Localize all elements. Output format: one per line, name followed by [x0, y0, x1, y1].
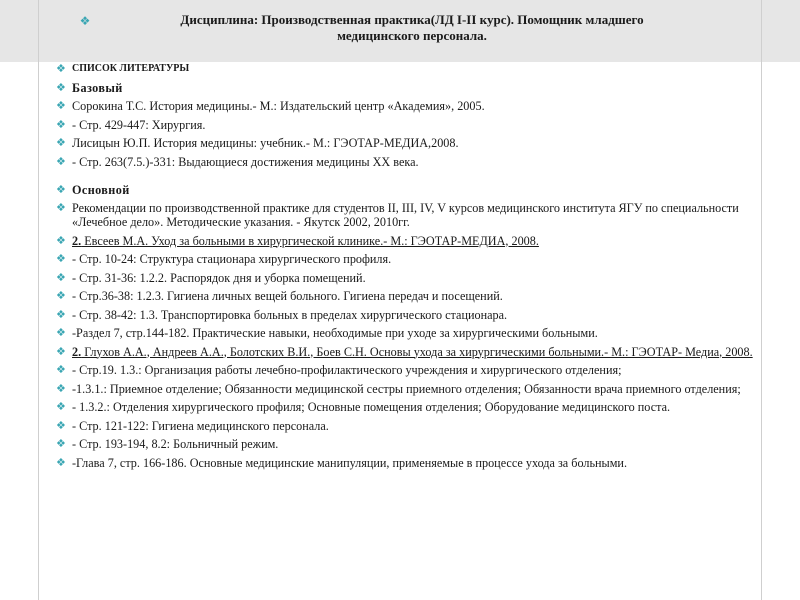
list-item: ❖ -Раздел 7, стр.144-182. Практические навыки, необходимые при уходе за хирургическими больными.: [56, 326, 598, 340]
main-label: ❖ Основной: [56, 182, 130, 197]
bullet-icon: ❖: [56, 62, 66, 75]
bullet-icon: ❖: [56, 455, 66, 469]
bullet-icon: ❖: [56, 154, 66, 168]
bullet-icon: ❖: [56, 136, 66, 149]
list-item: ❖ - Стр. 31-36: 1.2.2. Распорядок дня и уборка помещений.: [56, 270, 366, 285]
bullet-icon: ❖: [56, 400, 66, 413]
list-item: ❖ - Стр. 263(7.5.)-331: Выдающиеся достижения медицины XX века.: [56, 154, 419, 169]
bullet-icon: ❖: [56, 252, 66, 265]
bullet-icon: ❖: [56, 117, 66, 131]
list-item: ❖ - Стр. 429-447: Хирургия.: [56, 117, 206, 132]
bullet-icon: ❖: [56, 418, 66, 432]
book-title: ❖ 2. Евсеев М.А. Уход за больными в хирургической клинике.- М.: ГЭОТАР-МЕДИА, 2008.: [56, 233, 539, 248]
list-item: ❖ - 1.3.2.: Отделения хирургического профиля; Основные помещения отделения; Оборудование медицинского поста.: [56, 400, 671, 414]
list-item: ❖ - Стр. 10-24: Структура стационара хирургического профиля.: [56, 252, 392, 266]
basic-label: ❖ Базовый: [56, 80, 123, 95]
list-item: ❖ - Стр. 38-42: 1.3. Транспортировка больных в пределах хирургического стационара.: [56, 307, 508, 322]
list-item: ❖ -Глава 7, стр. 166-186. Основные медицинские манипуляции, применяемые в процессе ухода за больными.: [56, 455, 628, 470]
bullet-icon: ❖: [56, 326, 66, 339]
bullet-icon: ❖: [56, 363, 66, 376]
title-line-1: Дисциплина: Производственная практика(ЛД I-II курс). Помощник младшего: [180, 12, 644, 27]
bullet-icon: ❖: [56, 99, 66, 112]
frame-right-line: [761, 0, 762, 600]
bullet-icon: ❖: [56, 270, 66, 284]
frame-left-line: [38, 0, 39, 600]
title-line-2: медицинского персонала.: [337, 28, 487, 43]
bullet-icon: ❖: [79, 14, 91, 28]
bullet-icon: ❖: [56, 201, 66, 214]
list-item: ❖ - Стр. 193-194, 8.2: Больничный режим.: [56, 437, 279, 451]
bullet-icon: ❖: [56, 344, 66, 358]
list-heading: ❖ СПИСОК ЛИТЕРАТУРЫ: [56, 62, 190, 75]
bullet-icon: ❖: [56, 80, 67, 94]
bullet-icon: ❖: [56, 289, 66, 302]
bullet-icon: ❖: [56, 437, 66, 450]
list-item: ❖ Рекомендации по производственной практике для студентов II, III, IV, V курсов медицинского института ЯГУ по специальности «Лечебное дело». Методические указания. - Якутск 2002, 2010гг.: [56, 201, 739, 229]
literature-list: [56, 62, 756, 474]
list-item: ❖ - Стр. 121-122: Гигиена медицинского персонала.: [56, 418, 329, 433]
bullet-icon: ❖: [56, 182, 67, 196]
book-title: ❖ 2. Глухов А.А., Андреев А.А., Болотских В.И., Боев С.Н. Основы ухода за хирургическими больными.- М.: ГЭОТАР- Медиа, 2008.: [56, 344, 753, 359]
list-item: ❖ Лисицын Ю.П. История медицины: учебник.- М.: ГЭОТАР-МЕДИА,2008.: [56, 136, 459, 150]
list-item: ❖ Сорокина Т.С. История медицины.- М.: Издательский центр «Академия», 2005.: [56, 99, 485, 113]
list-item: ❖ - Стр.19. 1.3.: Организация работы лечебно-профилактического учреждения и хирургического отделения;: [56, 363, 622, 377]
list-item: ❖ - Стр.36-38: 1.2.3. Гигиена личных вещей больного. Гигиена передач и посещений.: [56, 289, 503, 303]
slide-title: [79, 12, 742, 44]
bullet-icon: ❖: [56, 307, 66, 321]
bullet-icon: ❖: [56, 381, 66, 395]
bullet-icon: ❖: [56, 233, 66, 247]
list-item: ❖ -1.3.1.: Приемное отделение; Обязанности медицинской сестры приемного отделения; Обязанности врача приемного отделения;: [56, 381, 741, 396]
